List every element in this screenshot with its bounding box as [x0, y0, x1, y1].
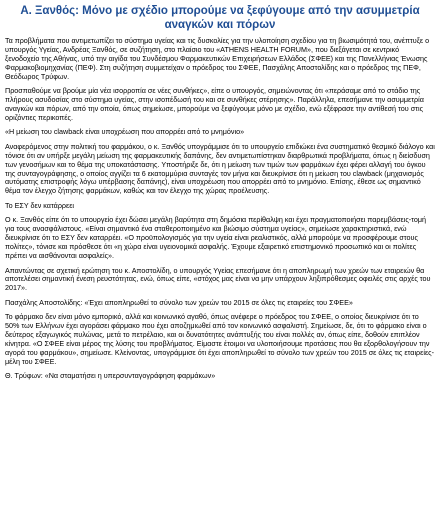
intro-paragraph: Τα προβλήματα που αντιμετωπίζει το σύστημα υγείας και τις δυσκολίες για την υλοποίηση σχεδίου για τη βιωσιμότητά του, ανέπτυξε ο υπουργός Υγείας, Ανδρέας Ξανθός, σε συζήτηση, στο πλαίσιο του «ATHENS HEALTH FORUM», που διεξάγεται σε κεντρικό ξενοδοχείο της Αθήνας, υπό την αιγίδα του Συνδέσμου Φαρμακευτικών Επιχειρήσεων Ελλάδος (ΣΦΕΕ) και της Πανελλήνιας Ένωσης Φαρμακοβιομηχανίας (ΠΕΦ). Στη συζήτηση συμμετείχαν ο πρόεδρος του ΣΦΕΕ, Πασχάλης Αποστολίδης και ο πρόεδρος της ΠΕΦ, Θεόδωρος Τρύφων.: [5, 36, 430, 81]
public-care-paragraph: Ο κ. Ξανθός είπε ότι το υπουργείο έχει δώσει μεγάλη βαρύτητα στη δημόσια περίθαλψη και έχει πραγματοποιήσει παρεμβάσεις-τομή για τους ανασφάλιστους. «Είναι σημαντικό ένα σταθεροποιημένο και βιώσιμο σύστημα υγείας», σημείωσε χαρακτηριστικά, ενώ διευκρίνισε ότι το ΕΣΥ δεν καταρρέει. «Ο προϋπολογισμός για την υγεία είναι ρεαλιστικός, αλλά μπορούμε να προσφέρουμε στους πολίτες», τόνισε και πρόσθεσε ότι «η χώρα είναι υγειονομικά ασφαλής. Έχουμε εξαιρετικό επιστημονικό προσωπικό και οι πολίτες πρέπει να αισθάνονται ασφαλείς».: [5, 215, 427, 260]
article-title: Α. Ξανθός: Μόνο με σχέδιο μπορούμε να ξεφύγουμε από την ασυμμετρία αναγκών και πόρων: [20, 5, 420, 31]
clawback-subheading: «Η μείωση του clawback είναι υποχρέωση που απορρέει από το μνημόνιο»: [5, 127, 245, 137]
tryfon-subheading: Θ. Τρύφων: «Να σταματήσει η υπερσυνταγογράφηση φαρμάκων»: [5, 371, 216, 381]
debt-repayment-paragraph: Απαντώντας σε σχετική ερώτηση του κ. Αποστολίδη, ο υπουργός Υγείας επεσήμανε ότι η αποπληρωμή των χρεών των εταιρειών θα αποτελέσει σημαντική ένεση ρευστότητας, ενώ, όπως είπε, «στόχος μας είναι να μην υπάρχουν ληξιπρόθεσμες οφειλές στις αρχές του 2017».: [5, 265, 431, 293]
sfee-paragraph: Το φάρμακο δεν είναι μόνο εμπορικό, αλλά και κοινωνικό αγαθό, όπως ανέφερε ο πρόεδρος του ΣΦΕΕ, ο οποίος διευκρίνισε ότι το 50% των Ελλήνων έχει αγοράσει φάρμακο που έχει αποζημιωθεί από τον κοινωνικό ασφαλιστή. Σημείωσε, δε, ότι το φάρμακο είναι ο δεύτερος εξαγωγικός πυλώνας, μετά το πετρέλαιο, και οι δυνατότητες ανάπτυξής του είναι πολλές αν, όπως είπε, δοθούν επιπλέον κίνητρα. «Ο ΣΦΕΕ είναι μέρος της λύσης του προβλήματος. Είμαστε έτοιμοι να υλοποιήσουμε προτάσεις που θα εξορθολογήσουν την αγορά του φαρμάκου», σημείωσε. Κλείνοντας, υπογράμμισε ότι έχει αποπληρωθεί το σύνολο των χρεών του 2015 σε όλες τις εταιρείες-μέλη του ΣΦΕΕ.: [5, 312, 435, 366]
balance-paragraph: Προσπαθούμε να βρούμε μία νέα ισορροπία σε νέες συνθήκες», είπε ο υπουργός, σημειώνοντας ότι «περάσαμε από το στάδιο της πλήρους ασυδοσίας στο σύστημα υγείας, στην ισοπέδωσή του και σε συνθήκες στέρησης». Παράλληλα, επεσήμανε την ασυμμετρία αναγκών και πόρων, από την οποία, όπως σημείωσε, μπορούμε να ξεφύγουμε μόνο με σχέδιο, ενώ εξέφρασε την αντίθεσή του στις οριζόντιες περικοπές.: [5, 86, 424, 122]
esy-subheading: Το ΕΣΥ δεν κατάρρεει: [5, 200, 75, 210]
article-body: [5, 37, 435, 381]
drug-policy-paragraph: Αναφερόμενος στην πολιτική του φαρμάκου, ο κ. Ξανθός υπογράμμισε ότι το υπουργείο επιδιώκει ένα συστηματικό θεσμικό διάλογο και τόνισε ότι αν υπήρξε μεγάλη μείωση της φαρμακευτικής δαπάνης, δεν αντιμετωπίστηκαν διαρθρωτικά προβλήματα, όπως η διείσδυση των γενοσήμων και το θέμα της υποκατάστασης. Υποστήριξε δε, ότι η μείωση των τιμών των φαρμάκων έχει φέρει αλλαγή του όγκου της συνταγογράφησης, ο οποίος αγγίζει τα 6 εκατομμύρια συνταγές τον μήνα και διευκρίνισε ότι η μείωση του clawback (μηχανισμός αυτόματης επιστροφής λόγω υπέρβασης δαπάνης), είναι υποχρέωση που απορρέει από το μνημόνιο. Επίσης, έθεσε ως σημαντικό θέμα τον έλεγχο ζήτησης φαρμάκων, καθώς και τον έλεγχο της χώρας προέλευσης.: [5, 141, 435, 196]
apostolidis-subheading: Πασχάλης Αποστολίδης: «Έχει αποπληρωθεί το σύνολο των χρεών του 2015 σε όλες τις εταιρείες του ΣΦΕΕ»: [5, 297, 353, 307]
